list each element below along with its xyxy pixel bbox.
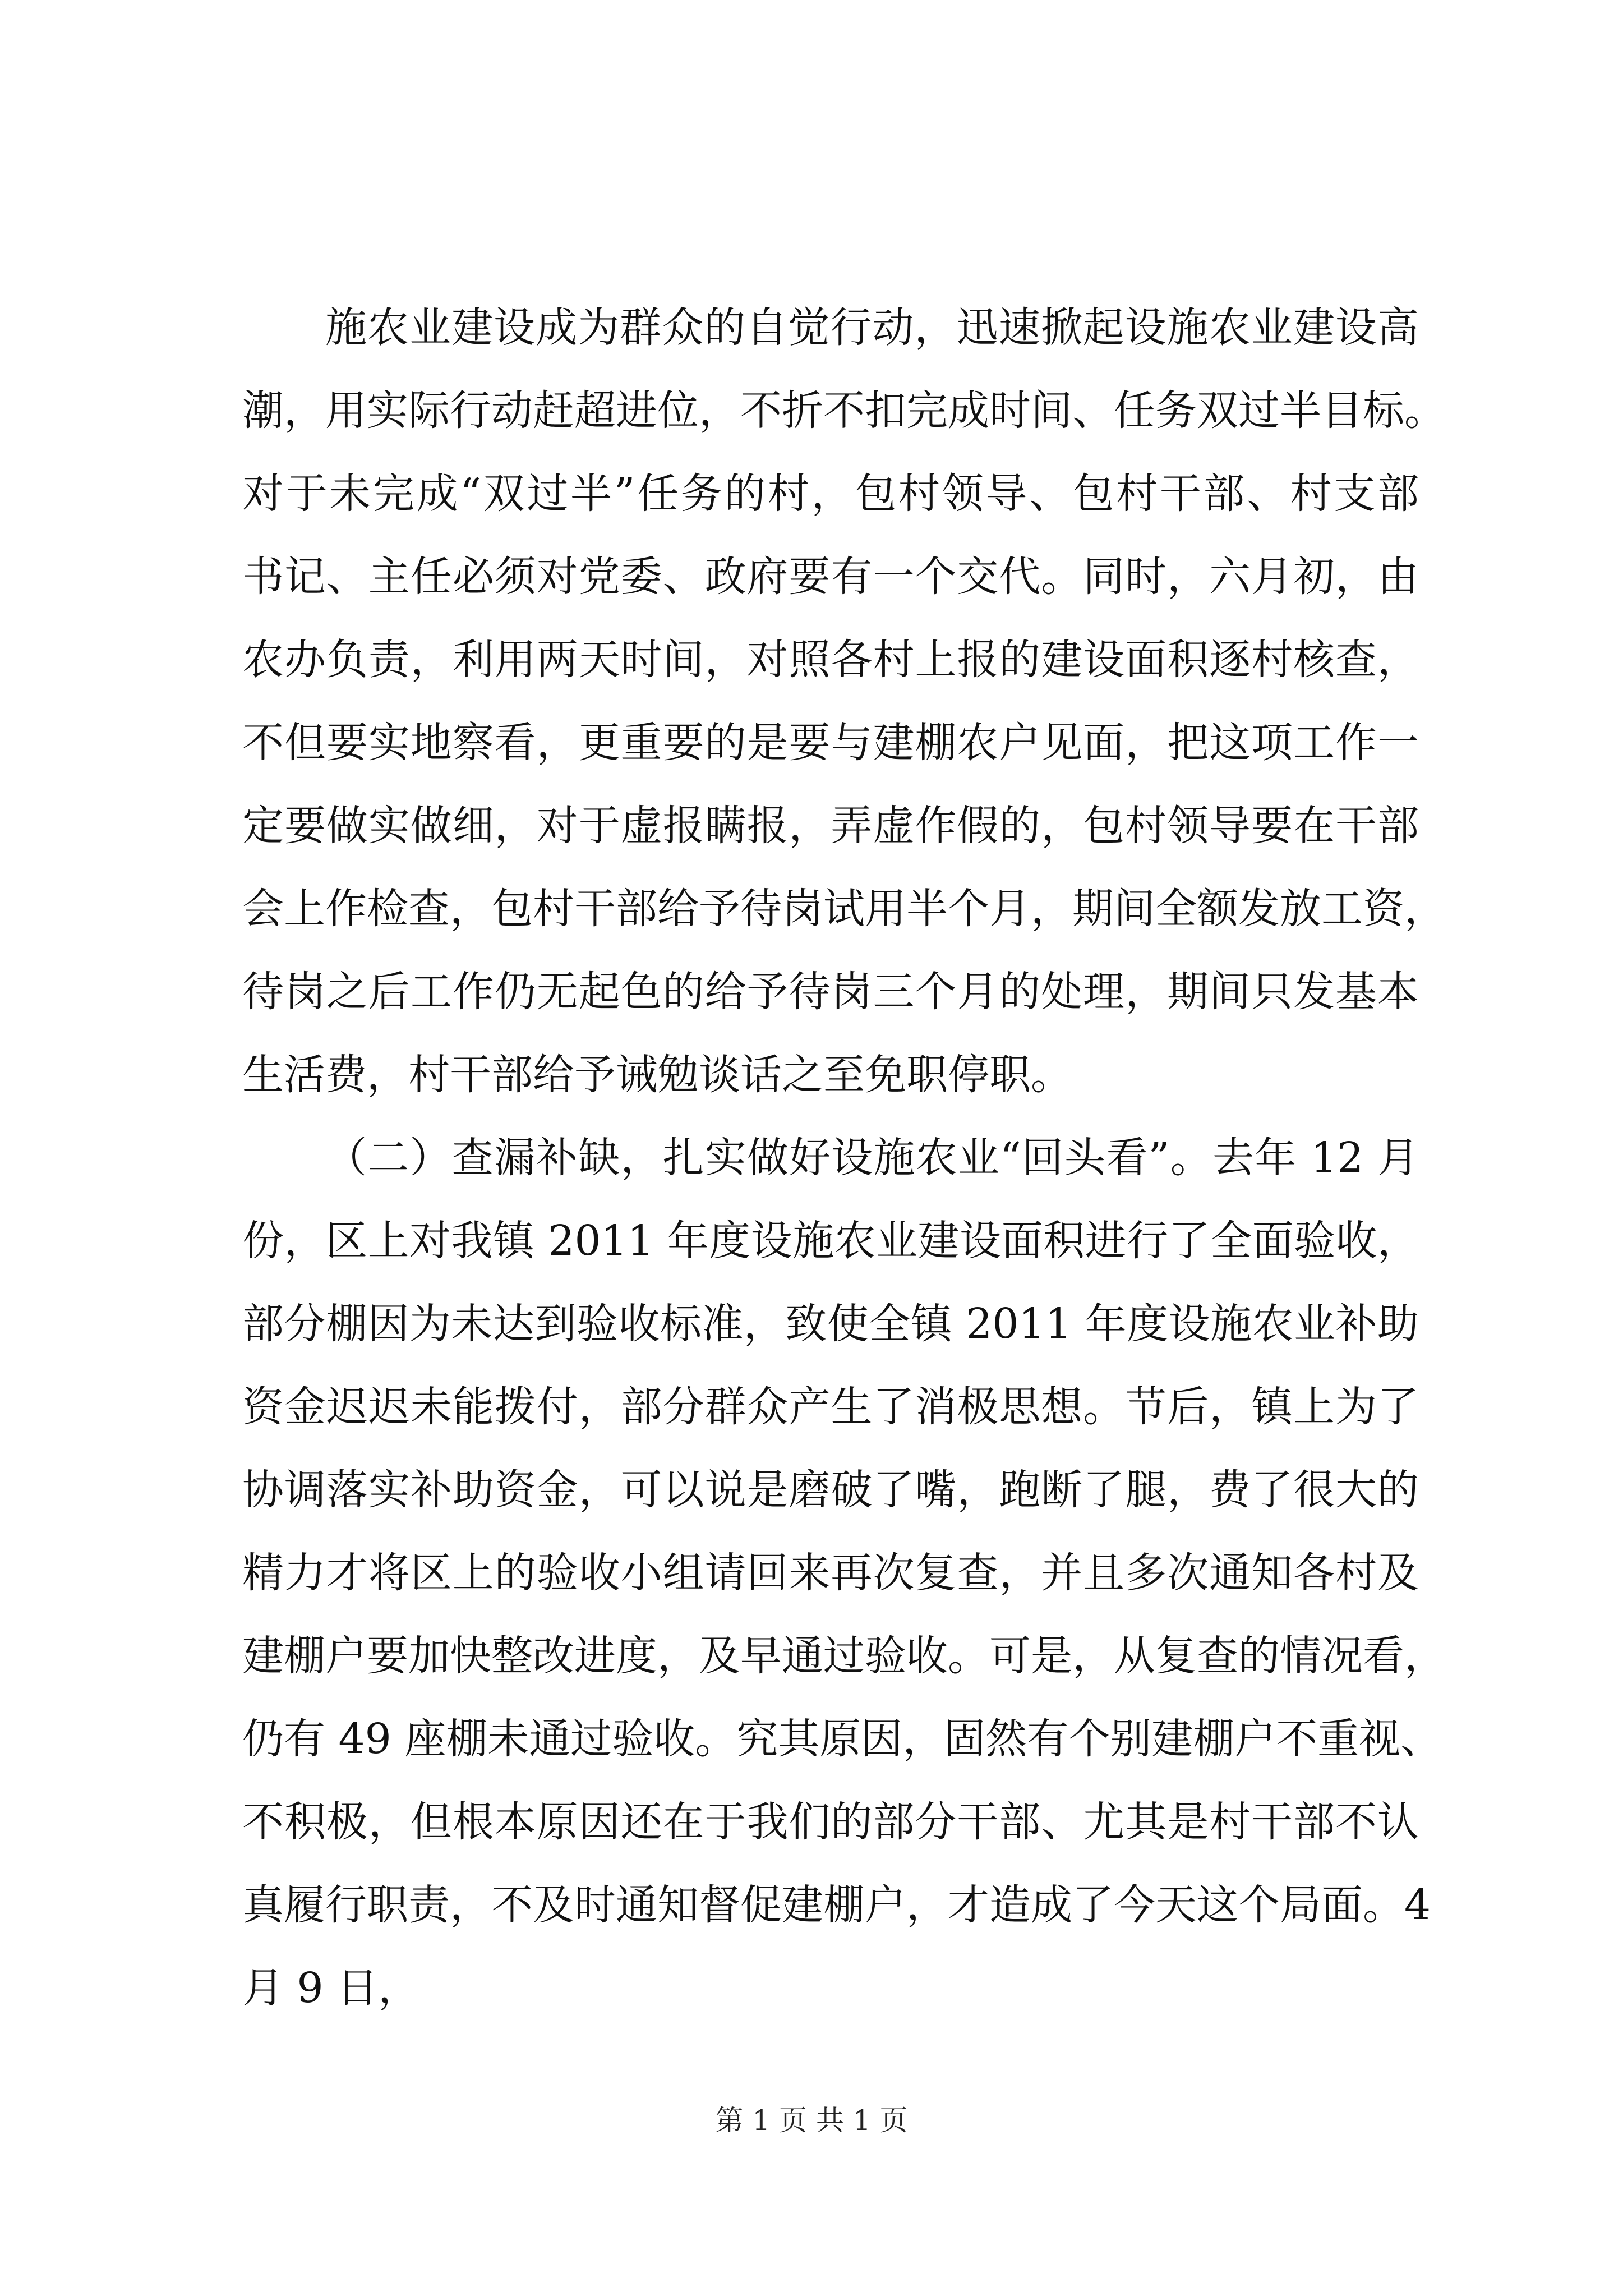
paragraph-line: 生活费，村干部给予诫勉谈话之至免职停职。 — [242, 1051, 1072, 1099]
paragraph-line: 真履行职责，不及时通知督促建棚户，才造成了今天这个局面。4 — [242, 1881, 1431, 1929]
paragraph-line: 月 9 日， — [242, 1964, 420, 2012]
paragraph-line: 仍有 49 座棚未通过验收。究其原因，固然有个别建棚户不重视、 — [242, 1715, 1442, 1763]
paragraph-line: 会上作检查，包村干部给予待岗试用半个月，期间全额发放工资， — [242, 885, 1446, 933]
paragraph-line: 部分棚因为未达到验收标准，致使全镇 2011 年度设施农业补助 — [242, 1300, 1419, 1348]
paragraph-line: 对于未完成“双过半”任务的村，包村领导、包村干部、村支部 — [242, 470, 1419, 518]
paragraph-line: 份，区上对我镇 2011 年度设施农业建设面积进行了全面验收， — [242, 1217, 1419, 1265]
paragraph-line: 农办负责，利用两天时间，对照各村上报的建设面积逐村核查， — [242, 636, 1419, 684]
paragraph-line: 资金迟迟未能拨付，部分群众产生了消极思想。节后，镇上为了 — [242, 1383, 1419, 1431]
paragraph-line: 潮，用实际行动赶超进位，不折不扣完成时间、任务双过半目标。 — [242, 386, 1446, 435]
paragraph-line: （二）查漏补缺，扎实做好设施农业“回头看”。去年 12 月 — [325, 1134, 1419, 1182]
paragraph-line: 精力才将区上的验收小组请回来再次复查，并且多次通知各村及 — [242, 1549, 1419, 1597]
paragraph-line: 书记、主任必须对党委、政府要有一个交代。同时，六月初，由 — [242, 553, 1419, 601]
paragraph-line: 待岗之后工作仍无起色的给予待岗三个月的处理，期间只发基本 — [242, 968, 1419, 1016]
paragraph-line: 协调落实补助资金，可以说是磨破了嘴，跑断了腿，费了很大的 — [242, 1466, 1419, 1514]
paragraph-line: 不但要实地察看，更重要的是要与建棚农户见面，把这项工作一 — [242, 719, 1419, 767]
paragraph-line: 施农业建设成为群众的自觉行动，迅速掀起设施农业建设高 — [325, 303, 1419, 352]
paragraph-line: 不积极，但根本原因还在于我们的部分干部、尤其是村干部不认 — [242, 1798, 1419, 1846]
page-footer: 第 1 页 共 1 页 — [715, 2104, 908, 2137]
paragraph-line: 定要做实做细，对于虚报瞒报，弄虚作假的，包村领导要在干部 — [242, 802, 1419, 850]
body-text — [242, 286, 1446, 2030]
paragraph-line: 建棚户要加快整改进度，及早通过验收。可是，从复查的情况看， — [242, 1632, 1446, 1680]
